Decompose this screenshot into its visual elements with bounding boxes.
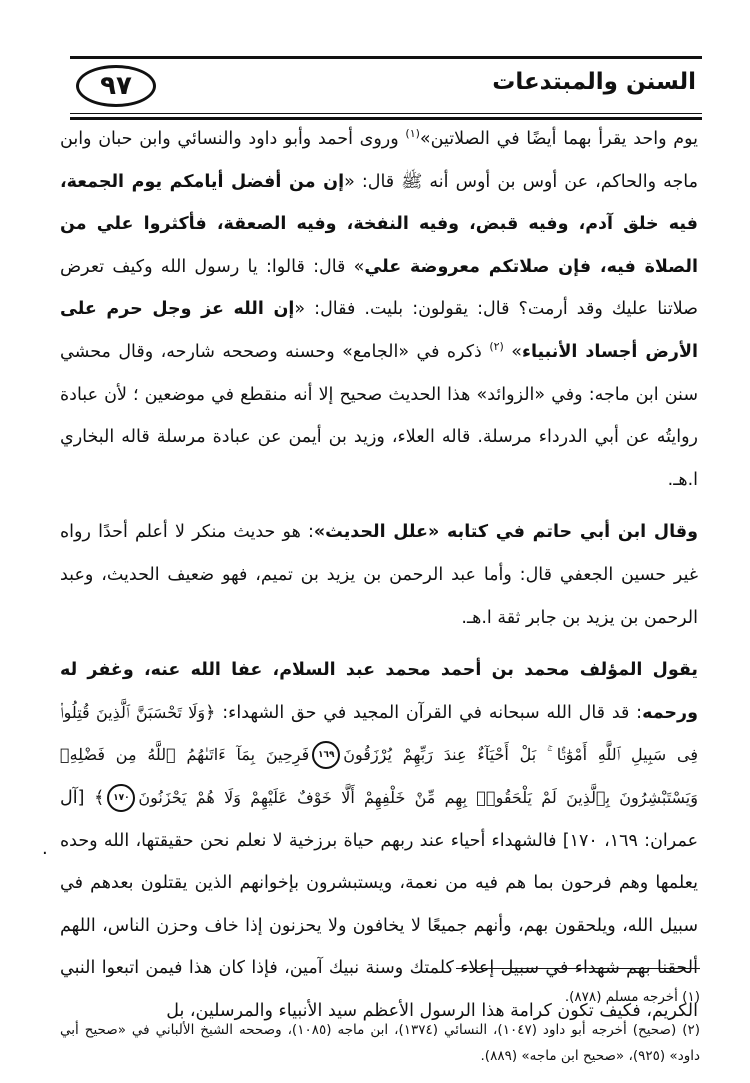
footnote-ref-1: (١) — [405, 127, 420, 141]
footnote-2: (٢) (صحيح) أخرجه أبو داود (١٠٤٧)، النسائي (١٣٧٤)، ابن ماجه (١٠٨٥)، وصححه الشيخ الألباني في «صحيح أبي داود» (٩٢٥)، «صحيح ابن ماجه» (٨٨٩). — [60, 1022, 701, 1064]
page-header — [70, 56, 702, 120]
main-text — [60, 118, 698, 1032]
quran-verse: وَلَا تَحْسَبَنَّ ٱلَّذِينَ قُتِلُوا۟ فِى سَبِيلِ ٱللَّهِ أَمْوَٰتًۢا ۚ بَلْ أَحْيَآءٌ عِندَ رَبِّهِمْ يُرْزَقُونَ — [60, 702, 698, 765]
footnote-1: (١) أخرجه مسلم (٨٧٨). — [564, 989, 700, 1005]
margin-dot: . — [42, 838, 48, 859]
footnote-ref-2: (٢) — [489, 340, 504, 354]
quran-verse: فَرِحِينَ بِمَآ ءَاتَىٰهُمُ ٱللَّهُ مِن فَضْلِهِۦ وَيَسْتَبْشِرُونَ بِٱلَّذِينَ لَمْ يَلْحَقُوا۟ بِهِم مِّنْ خَلْفِهِمْ أَلَّا خَوْفٌ عَلَيْهِمْ وَلَا هُمْ يَحْزَنُونَ — [60, 745, 698, 807]
ayah-number-marker: ١٧٠ — [107, 784, 135, 812]
text-run: : هو حديث منكر لا أعلم أحدًا رواه غير حسين الجعفي قال: وأما عبد الرحمن بن يزيد بن تميم، فهو ضعيف الحديث، وعبد الرحمن بن يزيد بن جابر ثقة ا.هـ. — [60, 522, 698, 628]
paragraph-author — [60, 649, 698, 1032]
footnotes — [60, 984, 700, 1069]
text-run: » قال: قالوا: يا رسول الله وكيف تعرض صلاتنا عليك وقد أرمت؟ قال: يقولون: بليت. فقال: « — [60, 256, 698, 320]
text-run: ذكره في «الجامع» وحسنه وصححه شارحه، وقال محشي سنن ابن ماجه: وفي «الزوائد» هذا الحديث صحيح إلا أنه منقطع في موضعين ؛ لأن عبادة روايتُه عن أبي الدرداء مرسلة. قاله العلاء، وزيد بن أيمن عن عبادة مرسلة قاله البخاري ا.هـ. — [60, 341, 698, 490]
text-run: فالشهداء أحياء عند ربهم حياة برزخية لا نعلم نحن حقيقتها، الله وحده يعلمها وهم فرحون بما هم فيه من نعمة، ويستبشرون بإخوانهم الذين يقتلون بعدهم في سبيل الله، ويلحقون بهم، وأنهم جميعًا لا يخافون ولا يحزنون إذا خاف وحزن الناس، اللهم ألحقنا بهم شهداء في سبيل إعلاء كلمتك وسنة نبيك آمين، فإذا كان هذا فيمن اتبعوا النبي الكريم، فكيف تكون كرامة هذا الرسول الأعظم سيد الأنبياء والمرسلين، بل — [60, 830, 698, 1021]
hadith-text: إن الله عز وجل حرم على الأرض أجساد الأنبياء — [60, 299, 698, 362]
ayah-number-marker: ١٦٩ — [312, 741, 340, 769]
paragraph-hadith — [60, 118, 698, 501]
hadith-text: إن من أفضل أيامكم يوم الجمعة، فيه خلق آدم، وفيه قبض، وفيه النفخة، وفيه الصعقة، فأكثروا علي من الصلاة فيه، فإن صلاتكم معروضة علي — [60, 171, 698, 277]
text-run: : قد قال الله سبحانه في القرآن المجيد في حق الشهداء: ﴿ — [205, 702, 643, 723]
footnote-divider — [456, 968, 700, 969]
text-run: » — [503, 341, 522, 362]
citation-lead: وقال ابن أبي حاتم في كتابه «علل الحديث» — [313, 522, 698, 543]
text-run: وروى أحمد وأبو داود والنسائي وابن حبان وابن ماجه والحاكم، عن أوس بن أوس أنه ﷺ قال: « — [60, 129, 698, 192]
verse-reference: ﴾ [آل عمران: ١٦٩، ١٧٠] — [60, 787, 699, 851]
paragraph-ilal — [60, 511, 698, 639]
text-run: يوم واحد يقرأ بهما أيضًا في الصلاتين» — [419, 129, 699, 149]
book-title: السنن والمبتدعات — [492, 69, 696, 95]
author-lead: يقول المؤلف محمد بن أحمد محمد عبد السلام، عفا الله عنه، وغفر له ورحمه — [60, 660, 698, 723]
page-number: ٩٧ — [76, 65, 156, 107]
